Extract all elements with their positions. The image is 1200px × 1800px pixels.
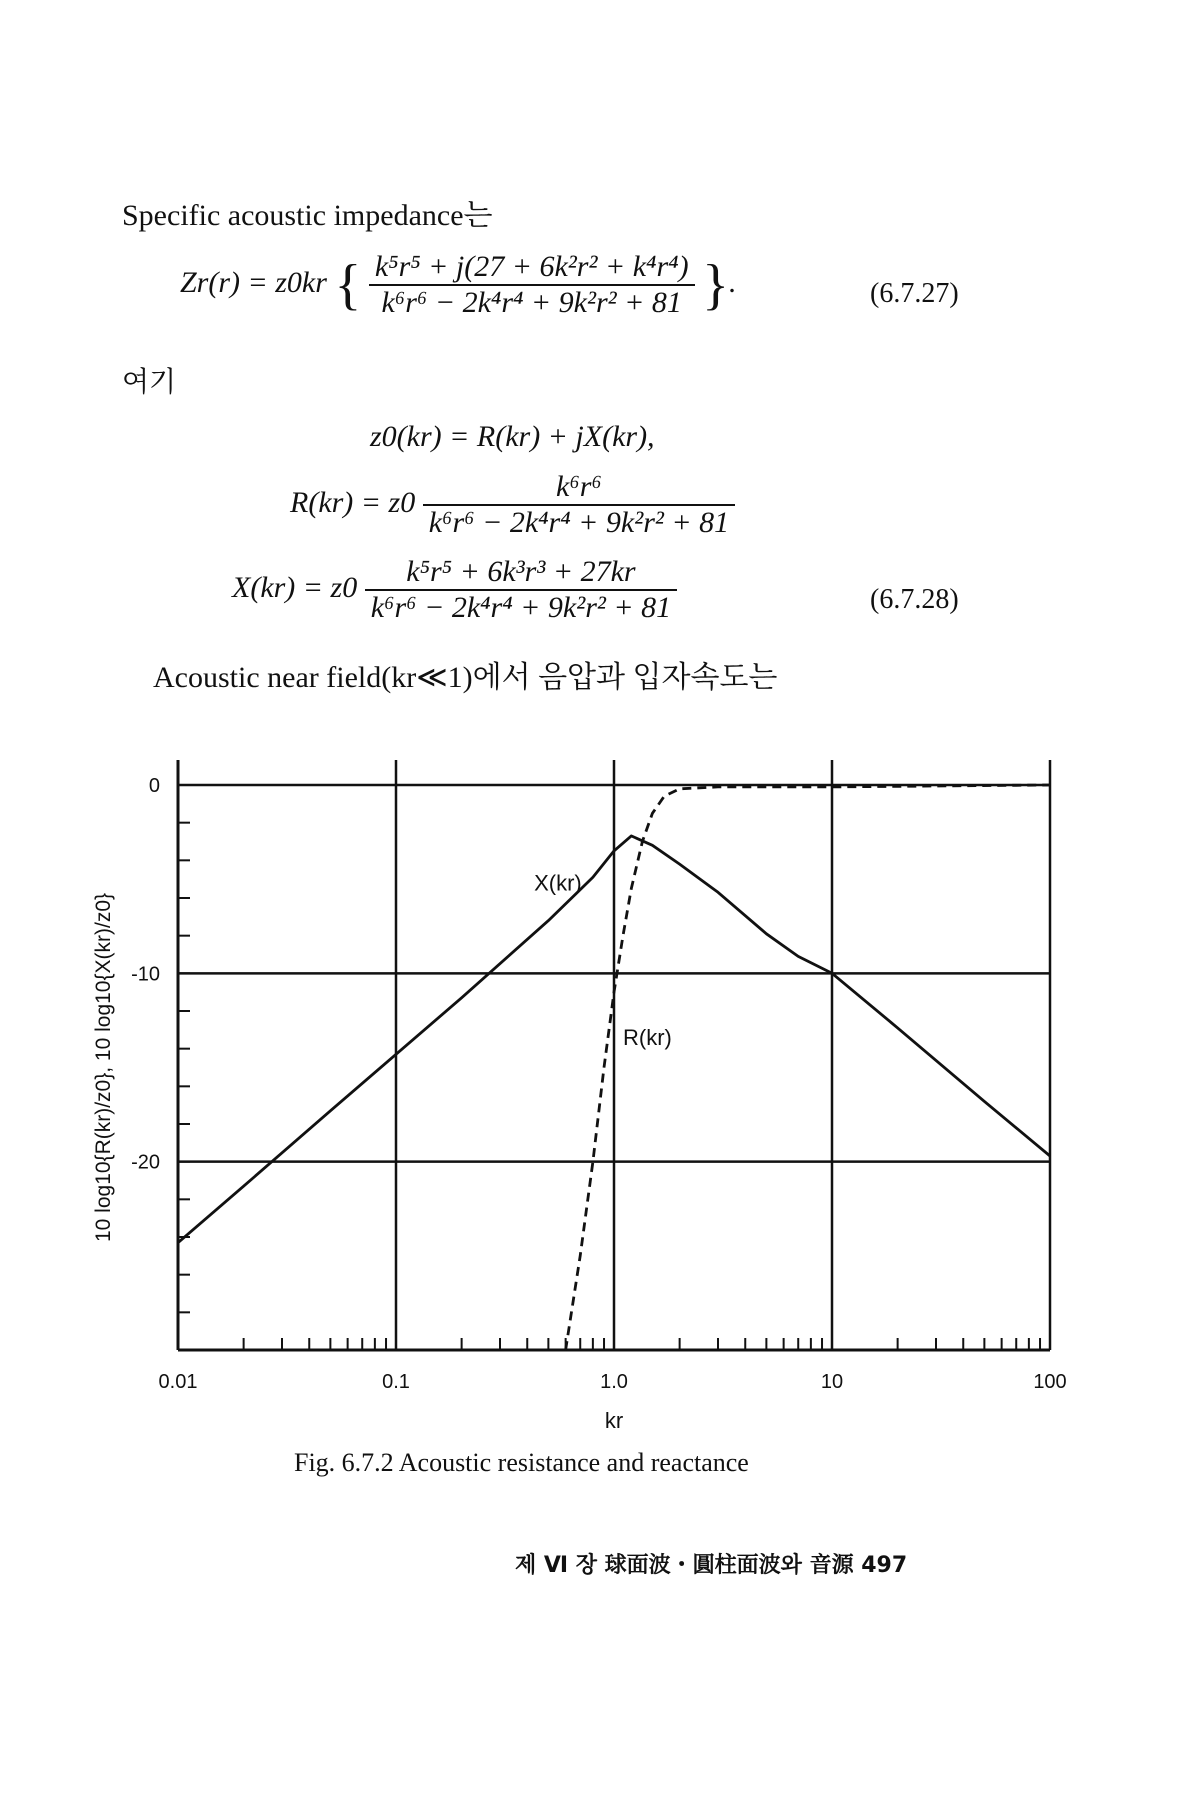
left-brace: {	[334, 254, 362, 316]
equation-x	[232, 555, 677, 625]
eq27-number: (6.7.27)	[870, 278, 959, 309]
x-tick-label: 0.1	[382, 1371, 410, 1393]
equation-r	[290, 470, 735, 540]
series-label-r: R(kr)	[623, 1024, 672, 1050]
x-tick-label: 100	[1033, 1371, 1067, 1393]
series-rkr	[566, 785, 1050, 1350]
near-field-text: Acoustic near field(kr≪1)에서 음압과 입자속도는	[153, 661, 778, 694]
eq28c-denominator: k⁶r⁶ − 2k⁴r⁴ + 9k²r² + 81	[370, 591, 672, 624]
x-axis-label: kr	[604, 1408, 624, 1433]
x-tick-label: 0.01	[158, 1371, 198, 1393]
page-footer: 제 Ⅵ 장 球面波・圓柱面波와 音源 497	[515, 1553, 908, 1578]
y-tick-label: -10	[131, 963, 160, 986]
y-tick-label: 0	[148, 775, 160, 797]
eq28-number: (6.7.28)	[870, 584, 959, 615]
eq27-lhs: Zr(r) = z0kr	[180, 265, 327, 299]
series-label-x: X(kr)	[534, 870, 582, 896]
eq28b-denominator: k⁶r⁶ − 2k⁴r⁴ + 9k²r² + 81	[428, 506, 730, 539]
y-axis-label: 10 log10{R(kr)/z0}, 10 log10{X(kr)/z0}	[92, 892, 115, 1243]
eq28c-numerator: k⁵r⁵ + 6k³r³ + 27kr	[365, 555, 677, 591]
x-tick-label: 1.0	[600, 1371, 628, 1393]
eq27-fraction	[369, 250, 695, 320]
yoge-text: 여기	[122, 365, 177, 398]
equation-z0: z0(kr) = R(kr) + jX(kr),	[370, 420, 655, 453]
intro-text: Specific acoustic impedance는	[122, 199, 493, 232]
x-tick-label: 10	[820, 1371, 844, 1393]
eq28b-fraction	[423, 470, 735, 540]
acoustic-chart	[0, 740, 1200, 1433]
eq27-denominator: k⁶r⁶ − 2k⁴r⁴ + 9k²r² + 81	[381, 286, 682, 319]
figure-caption: Fig. 6.7.2 Acoustic resistance and reactance	[294, 1448, 749, 1477]
right-brace: }	[702, 254, 729, 316]
eq28c-fraction	[365, 555, 677, 625]
eq28c-lhs: X(kr) = z0	[232, 570, 358, 604]
equation-6-7-27: Zr(r) = z0kr { $\frac{\text{k⁵r⁵ + j(27 + 6k²r² + k⁴r⁴)}}{\text{k⁶r⁶ − 2k⁴r⁴ + 9k²r² + 81}}$ }.	[180, 250, 737, 319]
eq28b-lhs: R(kr) = z0	[290, 485, 416, 519]
chart-grid	[178, 760, 1050, 1350]
eq27-numerator: k⁵r⁵ + j(27 + 6k²r² + k⁴r⁴)	[369, 250, 695, 286]
chart-labels	[92, 775, 1067, 1433]
eq28b-numerator: k⁶r⁶	[423, 470, 735, 506]
y-tick-label: -20	[131, 1151, 160, 1174]
chart-ticks	[178, 785, 1040, 1350]
